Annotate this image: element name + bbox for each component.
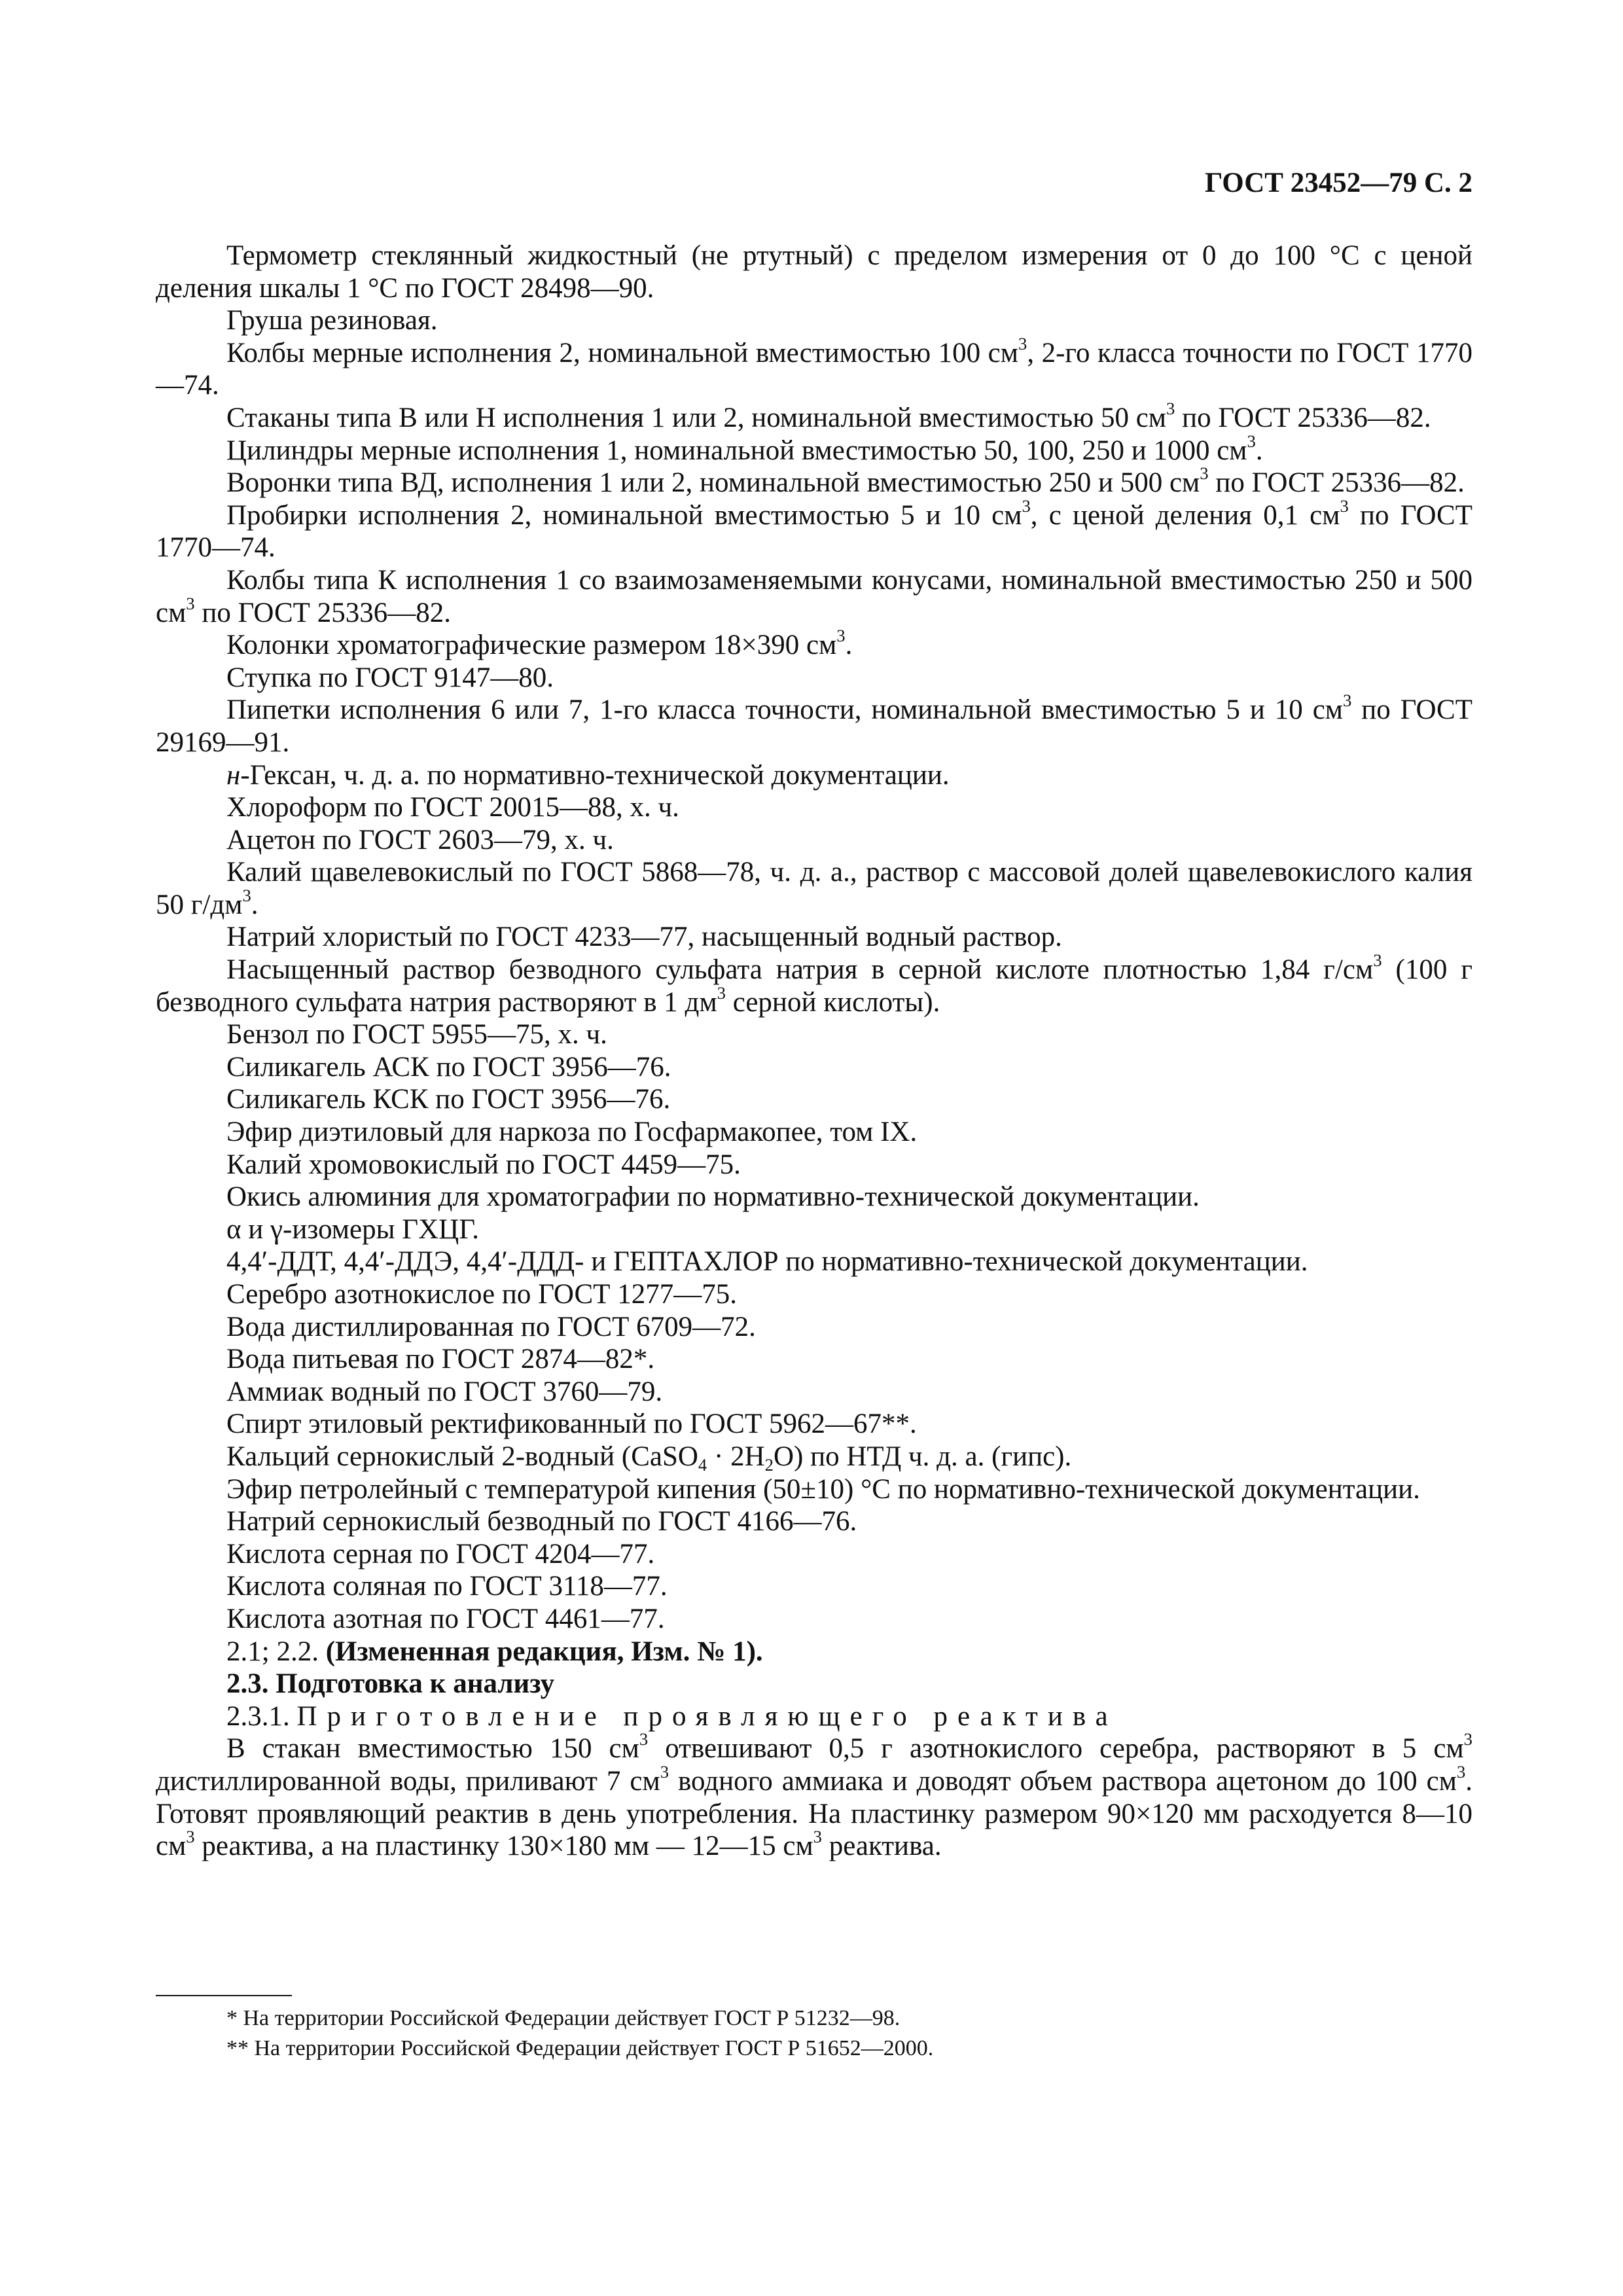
item-alcohol: Спирт этиловый ректификованный по ГОСТ 5962—67**. [226,1408,917,1440]
superscript: 3 [1373,950,1382,970]
text: . [845,630,853,661]
subsection-name: Приготовление проявляющего реактива [296,1700,1118,1732]
superscript: 3 [1022,495,1031,516]
text: , 2-го класса точности по ГОСТ 1770—74. [156,337,1472,401]
item-bulb: Груша резиновая. [226,305,438,336]
text: Колонки хроматографические размером 18×390 см [226,630,837,661]
item-acetone: Ацетон по ГОСТ 2603—79, х. ч. [226,824,614,855]
item-silica-ksk: Силикагель КСК по ГОСТ 3956—76. [226,1084,671,1115]
text: Стаканы типа В или Н исполнения 1 или 2, номинальной вместимостью 50 см [226,402,1166,433]
text: . [1255,435,1263,466]
item-alumina: Окись алюминия для хроматографии по нормативно-технической документации. [226,1181,1200,1213]
item-nacl: Натрий хлористый по ГОСТ 4233—77, насыщенный водный раствор. [226,922,1062,953]
footnote-1 [156,2004,1472,2033]
subscript: 2 [764,1454,774,1475]
superscript: 3 [717,982,726,1003]
text: Цилиндры мерные исполнения 1, номинальной вместимостью 50, 100, 250 и 1000 см [226,435,1247,466]
superscript: 3 [1340,495,1349,516]
procedure-paragraph [156,1729,1473,1862]
superscript: 3 [639,1729,649,1749]
item-silver: Серебро азотнокислое по ГОСТ 1277—75. [226,1279,737,1310]
item-mortar: Ступка по ГОСТ 9147—80. [226,662,554,693]
text: . Готовят проявляющий реактив в день употребления. На пластинку размером 90×120 мм расходуется 8—10 см [156,1765,1473,1862]
italic-prefix: н [226,759,241,791]
item-flasks [156,333,1472,402]
item-oxalate [156,856,1472,921]
page-header: ГОСТ 23452—79 С. 2 [1204,168,1472,198]
text: по ГОСТ 25336—82. [1175,402,1431,433]
text: реактива. [822,1831,942,1862]
document-body [156,240,1472,1863]
text: Пробирки исполнения 2, номинальной вместимостью 5 и 10 см [226,499,1022,531]
section-title: 2.3. Подготовка к анализу [226,1668,555,1700]
subsection-title [156,1700,1472,1733]
item-ddt: 4,4′-ДДТ, 4,4′-ДДЭ, 4,4′-ДДД- и ГЕПТАХЛОР по нормативно-технической документации. [226,1246,1308,1278]
text: Кальций сернокислый 2-водный (CaSO [226,1441,698,1472]
item-petroleum-ether: Эфир петролейный с температурой кипения (50±10) °С по нормативно-технической документации. [226,1473,1420,1505]
text: дистиллированной воды, приливают 7 см [156,1765,660,1797]
item-pipettes [156,691,1472,759]
item-k-flasks [156,564,1472,629]
text: · 2H [707,1441,765,1472]
superscript: 3 [186,593,195,613]
item-sodium-sulfate: Натрий сернокислый безводный по ГОСТ 4166—76. [226,1506,857,1537]
item-water-drinking: Вода питьевая по ГОСТ 2874—82*. [226,1344,655,1375]
footnote-text: ** На территории Российской Федерации действует ГОСТ Р 51652—2000. [226,2036,934,2060]
text: Насыщенный раствор безводного сульфата натрия в серной кислоте плотностью 1,84 г/см [226,954,1374,986]
text: В стакан вместимостью 150 см [226,1733,639,1765]
text: водного аммиака и доводят объем раствора ацетоном до 100 см [669,1765,1457,1797]
text: -Гексан, ч. д. а. по нормативно-технической документации. [240,759,950,791]
superscript: 3 [1343,691,1352,711]
text: по ГОСТ 29169—91. [156,694,1472,758]
item-tubes [156,495,1472,564]
text: по ГОСТ 25336—82. [1208,467,1465,499]
superscript: 3 [1166,398,1175,418]
superscript: 3 [242,885,251,905]
text: O) по НТД ч. д. а. (гипс). [773,1441,1072,1472]
item-water-distilled: Вода дистиллированная по ГОСТ 6709—72. [226,1311,756,1342]
subscript: 4 [698,1454,707,1475]
text: реактива, а на пластинку 130×180 мм — 12—15 см [194,1831,813,1862]
item-sulfuric-acid: Кислота серная по ГОСТ 4204—77. [226,1538,655,1570]
superscript: 3 [1247,431,1256,451]
revision-note [156,1636,1472,1668]
text: Воронки типа ВД, исполнения 1 или 2, номинальной вместимостью 250 и 500 см [226,467,1200,499]
text: Калий щавелевокислый по ГОСТ 5868—78, ч. д. а., раствор с массовой долей щавелевокислого калия 50 г/дм [156,857,1472,920]
text: по ГОСТ 1770—74. [156,499,1472,564]
item-hydrochloric-acid: Кислота соляная по ГОСТ 3118—77. [226,1571,668,1602]
item-gypsum [156,1441,1472,1473]
superscript: 3 [836,625,846,645]
superscript: 3 [813,1826,822,1846]
text: Колбы типа К исполнения 1 со взаимозаменяемыми конусами, номинальной вместимостью 250 и 500 см [156,564,1472,628]
item-ammonia: Аммиак водный по ГОСТ 3760—79. [226,1376,663,1407]
footnote-text: * На территории Российской Федерации действует ГОСТ Р 51232—98. [226,2006,901,2030]
item-beakers [156,398,1472,435]
revision-bold: (Измененная редакция, Изм. № 1). [325,1636,763,1667]
footnote-rule [156,1995,292,1996]
item-benzene: Бензол по ГОСТ 5955—75, х. ч. [226,1019,607,1050]
superscript: 3 [1018,333,1027,353]
superscript: 3 [1463,1729,1472,1749]
superscript: 3 [186,1826,195,1846]
item-thermometer: Термометр стеклянный жидкостный (не ртутный) с пределом измерения от 0 до 100 °С с ценой деления шкалы 1 °С по ГОСТ 28498—90. [156,240,1472,304]
subsection-number: 2.3.1. [226,1700,297,1732]
text: серной кислоты). [725,986,940,1018]
text: Колбы мерные исполнения 2, номинальной вместимостью 100 см [226,337,1018,368]
text: . [251,889,259,920]
item-columns [156,625,1472,662]
item-isomers: α и γ-изомеры ГХЦГ. [226,1213,479,1245]
item-hexane [156,759,1472,792]
text: по ГОСТ 25336—82. [194,597,451,628]
superscript: 3 [1456,1761,1466,1782]
item-cylinders [156,431,1472,467]
item-funnels [156,463,1472,499]
text: Пипетки исполнения 6 или 7, 1-го класса точности, номинальной вместимостью 5 и 10 см [226,694,1343,726]
item-chloroform: Хлороформ по ГОСТ 20015—88, х. ч. [226,792,679,823]
superscript: 3 [660,1761,669,1782]
footnote-2 [156,2034,1472,2063]
text: , с ценой деления 0,1 см [1030,499,1340,531]
text: 2.1; 2.2. [226,1636,326,1667]
item-chromate: Калий хромовокислый по ГОСТ 4459—75. [226,1149,741,1180]
item-silica-ask: Силикагель АСК по ГОСТ 3956—76. [226,1051,671,1083]
item-ether: Эфир диэтиловый для наркоза по Госфармакопее, том IX. [226,1117,918,1148]
item-nitric-acid: Кислота азотная по ГОСТ 4461—77. [226,1603,665,1634]
item-saturated-solution [156,950,1472,1018]
text: отвешивают 0,5 г азотнокислого серебра, растворяют в 5 см [648,1733,1464,1765]
text: (100 г безводного сульфата натрия растворяют в 1 дм [156,954,1472,1018]
superscript: 3 [1200,463,1209,483]
